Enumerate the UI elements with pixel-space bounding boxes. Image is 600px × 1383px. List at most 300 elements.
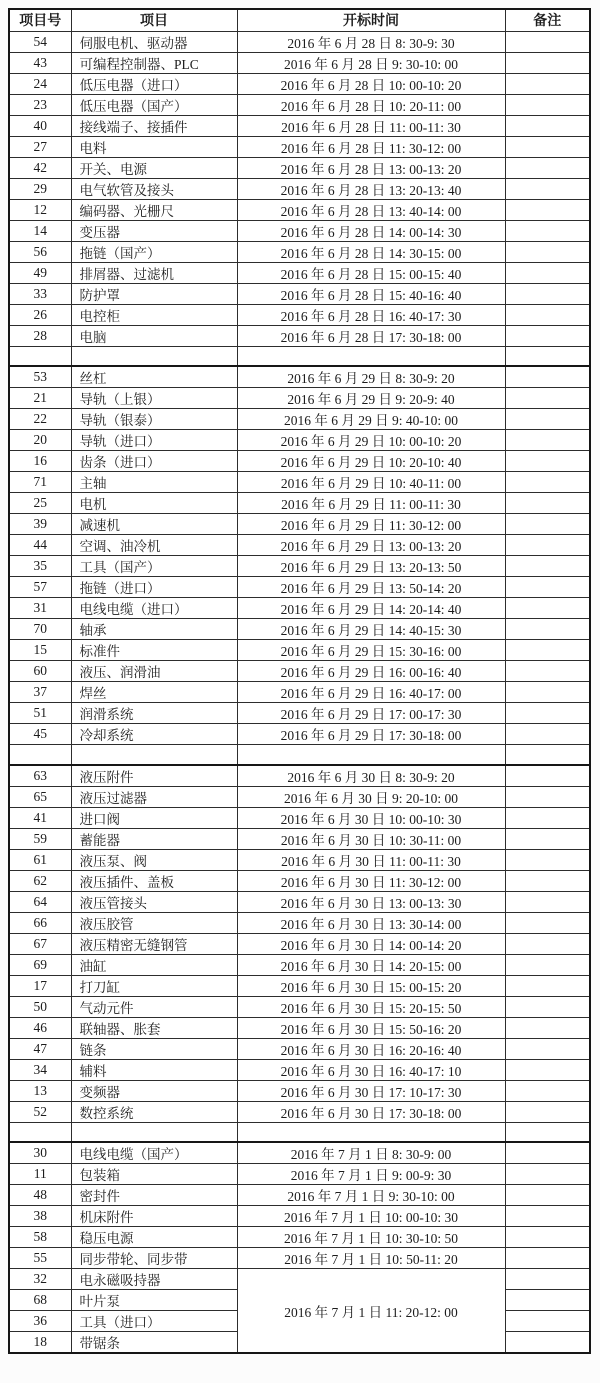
item-no-cell: 45 xyxy=(9,724,71,745)
table-row xyxy=(9,682,590,703)
spacer-row xyxy=(9,346,590,366)
item-no-cell: 54 xyxy=(9,31,71,52)
item-name-cell: 润滑系统 xyxy=(71,703,237,724)
spacer-cell xyxy=(237,346,505,366)
remark-cell xyxy=(505,1101,590,1122)
table-row xyxy=(9,996,590,1017)
item-no-cell: 71 xyxy=(9,472,71,493)
spacer-cell xyxy=(71,745,237,765)
item-name-cell: 蓄能器 xyxy=(71,828,237,849)
item-name-cell: 液压管接头 xyxy=(71,891,237,912)
spacer-cell xyxy=(71,346,237,366)
item-name-cell: 轴承 xyxy=(71,619,237,640)
table-row xyxy=(9,472,590,493)
item-name-cell: 伺服电机、驱动器 xyxy=(71,31,237,52)
item-no-cell: 12 xyxy=(9,199,71,220)
bid-time-cell: 2016 年 6 月 28 日 15: 40-16: 40 xyxy=(237,283,505,304)
bid-time-cell: 2016 年 6 月 29 日 17: 00-17: 30 xyxy=(237,703,505,724)
item-no-cell: 27 xyxy=(9,136,71,157)
item-name-cell: 丝杠 xyxy=(71,366,237,388)
spacer-cell xyxy=(71,1122,237,1142)
item-name-cell: 数控系统 xyxy=(71,1101,237,1122)
remark-cell xyxy=(505,220,590,241)
item-name-cell: 密封件 xyxy=(71,1185,237,1206)
remark-cell xyxy=(505,283,590,304)
remark-cell xyxy=(505,409,590,430)
item-no-cell: 29 xyxy=(9,178,71,199)
table-row xyxy=(9,157,590,178)
item-no-cell: 51 xyxy=(9,703,71,724)
bid-time-cell: 2016 年 6 月 30 日 10: 00-10: 30 xyxy=(237,807,505,828)
table-row xyxy=(9,724,590,745)
item-no-cell: 66 xyxy=(9,912,71,933)
remark-cell xyxy=(505,1227,590,1248)
item-no-cell: 61 xyxy=(9,849,71,870)
table-row xyxy=(9,1101,590,1122)
item-name-cell: 气动元件 xyxy=(71,996,237,1017)
table-row xyxy=(9,891,590,912)
remark-cell xyxy=(505,724,590,745)
bid-time-cell: 2016 年 6 月 30 日 15: 20-15: 50 xyxy=(237,996,505,1017)
remark-cell xyxy=(505,262,590,283)
item-name-cell: 链条 xyxy=(71,1038,237,1059)
bid-time-cell: 2016 年 7 月 1 日 10: 30-10: 50 xyxy=(237,1227,505,1248)
item-no-cell: 59 xyxy=(9,828,71,849)
remark-cell xyxy=(505,807,590,828)
item-no-cell: 67 xyxy=(9,933,71,954)
bid-time-cell: 2016 年 7 月 1 日 10: 50-11: 20 xyxy=(237,1248,505,1269)
item-no-cell: 14 xyxy=(9,220,71,241)
item-name-cell: 变频器 xyxy=(71,1080,237,1101)
table-row xyxy=(9,870,590,891)
item-no-cell: 11 xyxy=(9,1164,71,1185)
table-row xyxy=(9,262,590,283)
remark-cell xyxy=(505,1311,590,1332)
item-no-cell: 52 xyxy=(9,1101,71,1122)
table-row xyxy=(9,933,590,954)
bid-time-cell: 2016 年 6 月 28 日 10: 00-10: 20 xyxy=(237,73,505,94)
item-name-cell: 导轨（银泰） xyxy=(71,409,237,430)
table-row xyxy=(9,849,590,870)
bid-time-cell: 2016 年 6 月 29 日 10: 40-11: 00 xyxy=(237,472,505,493)
item-no-cell: 69 xyxy=(9,954,71,975)
column-header-bid-open-time: 开标时间 xyxy=(237,9,505,31)
item-no-cell: 32 xyxy=(9,1269,71,1290)
item-no-cell: 49 xyxy=(9,262,71,283)
bid-time-cell: 2016 年 6 月 28 日 14: 30-15: 00 xyxy=(237,241,505,262)
table-row xyxy=(9,1206,590,1227)
bid-time-cell: 2016 年 6 月 29 日 13: 00-13: 20 xyxy=(237,535,505,556)
remark-cell xyxy=(505,1059,590,1080)
item-name-cell: 排屑器、过滤机 xyxy=(71,262,237,283)
table-row xyxy=(9,136,590,157)
item-name-cell: 电气软管及接头 xyxy=(71,178,237,199)
remark-cell xyxy=(505,366,590,388)
bid-time-cell-merged: 2016 年 7 月 1 日 11: 20-12: 00 xyxy=(237,1269,505,1354)
item-name-cell: 拖链（进口） xyxy=(71,577,237,598)
spacer-cell xyxy=(505,346,590,366)
item-no-cell: 16 xyxy=(9,451,71,472)
remark-cell xyxy=(505,556,590,577)
item-name-cell: 接线端子、接插件 xyxy=(71,115,237,136)
remark-cell xyxy=(505,94,590,115)
item-no-cell: 62 xyxy=(9,870,71,891)
bid-time-cell: 2016 年 6 月 28 日 15: 00-15: 40 xyxy=(237,262,505,283)
bid-time-cell: 2016 年 6 月 29 日 9: 40-10: 00 xyxy=(237,409,505,430)
bid-time-cell: 2016 年 6 月 29 日 10: 20-10: 40 xyxy=(237,451,505,472)
item-name-cell: 可编程控制器、PLC xyxy=(71,52,237,73)
bid-time-cell: 2016 年 6 月 29 日 9: 20-9: 40 xyxy=(237,388,505,409)
bid-time-cell: 2016 年 6 月 29 日 8: 30-9: 20 xyxy=(237,366,505,388)
remark-cell xyxy=(505,52,590,73)
item-name-cell: 液压过滤器 xyxy=(71,786,237,807)
remark-cell xyxy=(505,598,590,619)
table-row xyxy=(9,703,590,724)
item-name-cell: 焊丝 xyxy=(71,682,237,703)
bid-time-cell: 2016 年 7 月 1 日 9: 00-9: 30 xyxy=(237,1164,505,1185)
table-row xyxy=(9,514,590,535)
item-name-cell: 液压附件 xyxy=(71,765,237,787)
table-row xyxy=(9,1080,590,1101)
table-row xyxy=(9,1185,590,1206)
item-no-cell: 22 xyxy=(9,409,71,430)
spacer-cell xyxy=(237,1122,505,1142)
item-no-cell: 64 xyxy=(9,891,71,912)
table-row xyxy=(9,1142,590,1164)
remark-cell xyxy=(505,996,590,1017)
remark-cell xyxy=(505,178,590,199)
item-name-cell: 稳压电源 xyxy=(71,1227,237,1248)
item-name-cell: 带锯条 xyxy=(71,1332,237,1354)
spacer-cell xyxy=(9,1122,71,1142)
remark-cell xyxy=(505,1164,590,1185)
item-name-cell: 电永磁吸持器 xyxy=(71,1269,237,1290)
bid-time-cell: 2016 年 6 月 28 日 14: 00-14: 30 xyxy=(237,220,505,241)
remark-cell xyxy=(505,828,590,849)
item-name-cell: 电线电缆（进口） xyxy=(71,598,237,619)
item-name-cell: 电机 xyxy=(71,493,237,514)
item-name-cell: 联轴器、胀套 xyxy=(71,1017,237,1038)
table-row xyxy=(9,115,590,136)
table-row xyxy=(9,409,590,430)
remark-cell xyxy=(505,954,590,975)
item-no-cell: 34 xyxy=(9,1059,71,1080)
bid-time-cell: 2016 年 6 月 30 日 9: 20-10: 00 xyxy=(237,786,505,807)
item-name-cell: 开关、电源 xyxy=(71,157,237,178)
item-no-cell: 33 xyxy=(9,283,71,304)
item-name-cell: 变压器 xyxy=(71,220,237,241)
bid-time-cell: 2016 年 6 月 29 日 16: 40-17: 00 xyxy=(237,682,505,703)
remark-cell xyxy=(505,514,590,535)
table-row xyxy=(9,598,590,619)
remark-cell xyxy=(505,975,590,996)
table-row xyxy=(9,640,590,661)
spacer-cell xyxy=(505,745,590,765)
remark-cell xyxy=(505,1332,590,1354)
table-row xyxy=(9,220,590,241)
bid-time-cell: 2016 年 6 月 30 日 17: 30-18: 00 xyxy=(237,1101,505,1122)
table-row xyxy=(9,73,590,94)
remark-cell xyxy=(505,786,590,807)
remark-cell xyxy=(505,535,590,556)
remark-cell xyxy=(505,912,590,933)
remark-cell xyxy=(505,388,590,409)
bid-time-cell: 2016 年 6 月 30 日 15: 00-15: 20 xyxy=(237,975,505,996)
item-name-cell: 包装箱 xyxy=(71,1164,237,1185)
table-row xyxy=(9,912,590,933)
bid-time-cell: 2016 年 6 月 28 日 13: 00-13: 20 xyxy=(237,157,505,178)
item-no-cell: 41 xyxy=(9,807,71,828)
table-row xyxy=(9,241,590,262)
bid-time-cell: 2016 年 6 月 30 日 8: 30-9: 20 xyxy=(237,765,505,787)
item-no-cell: 58 xyxy=(9,1227,71,1248)
remark-cell xyxy=(505,577,590,598)
bid-time-cell: 2016 年 7 月 1 日 10: 00-10: 30 xyxy=(237,1206,505,1227)
table-row xyxy=(9,1059,590,1080)
item-name-cell: 电线电缆（国产） xyxy=(71,1142,237,1164)
item-no-cell: 25 xyxy=(9,493,71,514)
spacer-cell xyxy=(505,1122,590,1142)
bid-time-cell: 2016 年 6 月 30 日 15: 50-16: 20 xyxy=(237,1017,505,1038)
bid-time-cell: 2016 年 6 月 30 日 13: 00-13: 30 xyxy=(237,891,505,912)
bid-time-cell: 2016 年 6 月 28 日 16: 40-17: 30 xyxy=(237,304,505,325)
remark-cell xyxy=(505,661,590,682)
column-header-item-name: 项目 xyxy=(71,9,237,31)
item-name-cell: 标准件 xyxy=(71,640,237,661)
remark-cell xyxy=(505,870,590,891)
table-row xyxy=(9,786,590,807)
bid-time-cell: 2016 年 6 月 29 日 14: 40-15: 30 xyxy=(237,619,505,640)
remark-cell xyxy=(505,472,590,493)
item-no-cell: 57 xyxy=(9,577,71,598)
item-no-cell: 44 xyxy=(9,535,71,556)
spacer-cell xyxy=(237,745,505,765)
table-row xyxy=(9,451,590,472)
item-no-cell: 30 xyxy=(9,1142,71,1164)
item-name-cell: 齿条（进口） xyxy=(71,451,237,472)
item-name-cell: 液压泵、阀 xyxy=(71,849,237,870)
item-no-cell: 31 xyxy=(9,598,71,619)
item-name-cell: 叶片泵 xyxy=(71,1290,237,1311)
column-header-remark: 备注 xyxy=(505,9,590,31)
item-name-cell: 油缸 xyxy=(71,954,237,975)
item-name-cell: 防护罩 xyxy=(71,283,237,304)
bid-time-cell: 2016 年 6 月 29 日 15: 30-16: 00 xyxy=(237,640,505,661)
item-name-cell: 冷却系统 xyxy=(71,724,237,745)
table-row xyxy=(9,661,590,682)
table-row xyxy=(9,325,590,346)
item-name-cell: 低压电器（进口） xyxy=(71,73,237,94)
remark-cell xyxy=(505,493,590,514)
item-no-cell: 55 xyxy=(9,1248,71,1269)
bid-time-cell: 2016 年 7 月 1 日 8: 30-9: 00 xyxy=(237,1142,505,1164)
bid-table-body xyxy=(9,31,590,1353)
bid-time-cell: 2016 年 6 月 29 日 11: 00-11: 30 xyxy=(237,493,505,514)
item-no-cell: 24 xyxy=(9,73,71,94)
bid-time-cell: 2016 年 6 月 29 日 10: 00-10: 20 xyxy=(237,430,505,451)
bid-time-cell: 2016 年 6 月 28 日 13: 40-14: 00 xyxy=(237,199,505,220)
remark-cell xyxy=(505,115,590,136)
table-row xyxy=(9,1227,590,1248)
table-row xyxy=(9,1038,590,1059)
bid-schedule-table xyxy=(8,8,591,1354)
item-no-cell: 40 xyxy=(9,115,71,136)
remark-cell xyxy=(505,199,590,220)
bid-time-cell: 2016 年 6 月 28 日 10: 20-11: 00 xyxy=(237,94,505,115)
item-no-cell: 50 xyxy=(9,996,71,1017)
column-header-item-no: 项目号 xyxy=(9,9,71,31)
item-no-cell: 28 xyxy=(9,325,71,346)
item-name-cell: 编码器、光栅尺 xyxy=(71,199,237,220)
remark-cell xyxy=(505,1017,590,1038)
bid-time-cell: 2016 年 6 月 29 日 13: 50-14: 20 xyxy=(237,577,505,598)
bid-time-cell: 2016 年 6 月 29 日 16: 00-16: 40 xyxy=(237,661,505,682)
bid-time-cell: 2016 年 6 月 29 日 13: 20-13: 50 xyxy=(237,556,505,577)
remark-cell xyxy=(505,1206,590,1227)
spacer-cell xyxy=(9,745,71,765)
bid-time-cell: 2016 年 6 月 30 日 14: 00-14: 20 xyxy=(237,933,505,954)
table-row xyxy=(9,765,590,787)
bid-time-cell: 2016 年 6 月 29 日 17: 30-18: 00 xyxy=(237,724,505,745)
item-name-cell: 液压、润滑油 xyxy=(71,661,237,682)
remark-cell xyxy=(505,849,590,870)
table-row xyxy=(9,556,590,577)
bid-time-cell: 2016 年 6 月 30 日 14: 20-15: 00 xyxy=(237,954,505,975)
remark-cell xyxy=(505,1185,590,1206)
bid-time-cell: 2016 年 6 月 28 日 8: 30-9: 30 xyxy=(237,31,505,52)
table-row xyxy=(9,199,590,220)
item-no-cell: 70 xyxy=(9,619,71,640)
table-row xyxy=(9,828,590,849)
remark-cell xyxy=(505,430,590,451)
item-no-cell: 63 xyxy=(9,765,71,787)
table-row xyxy=(9,577,590,598)
bid-time-cell: 2016 年 6 月 30 日 17: 10-17: 30 xyxy=(237,1080,505,1101)
table-row xyxy=(9,807,590,828)
bid-time-cell: 2016 年 6 月 30 日 16: 20-16: 40 xyxy=(237,1038,505,1059)
table-row xyxy=(9,493,590,514)
remark-cell xyxy=(505,241,590,262)
table-row xyxy=(9,1269,590,1290)
table-row xyxy=(9,619,590,640)
bid-time-cell: 2016 年 6 月 30 日 13: 30-14: 00 xyxy=(237,912,505,933)
item-name-cell: 减速机 xyxy=(71,514,237,535)
item-no-cell: 56 xyxy=(9,241,71,262)
remark-cell xyxy=(505,765,590,787)
bid-time-cell: 2016 年 6 月 30 日 10: 30-11: 00 xyxy=(237,828,505,849)
item-name-cell: 打刀缸 xyxy=(71,975,237,996)
remark-cell xyxy=(505,682,590,703)
table-row xyxy=(9,1248,590,1269)
table-row xyxy=(9,535,590,556)
spacer-row xyxy=(9,1122,590,1142)
header-row xyxy=(9,9,590,31)
item-no-cell: 39 xyxy=(9,514,71,535)
item-no-cell: 48 xyxy=(9,1185,71,1206)
remark-cell xyxy=(505,325,590,346)
table-row xyxy=(9,283,590,304)
remark-cell xyxy=(505,451,590,472)
item-no-cell: 18 xyxy=(9,1332,71,1354)
remark-cell xyxy=(505,640,590,661)
bid-time-cell: 2016 年 6 月 30 日 11: 30-12: 00 xyxy=(237,870,505,891)
item-name-cell: 电脑 xyxy=(71,325,237,346)
table-row xyxy=(9,1164,590,1185)
table-row xyxy=(9,52,590,73)
item-name-cell: 导轨（进口） xyxy=(71,430,237,451)
bid-time-cell: 2016 年 6 月 30 日 11: 00-11: 30 xyxy=(237,849,505,870)
bid-time-cell: 2016 年 6 月 28 日 11: 30-12: 00 xyxy=(237,136,505,157)
item-no-cell: 23 xyxy=(9,94,71,115)
bid-time-cell: 2016 年 6 月 30 日 16: 40-17: 10 xyxy=(237,1059,505,1080)
table-row xyxy=(9,388,590,409)
item-name-cell: 拖链（国产） xyxy=(71,241,237,262)
table-row xyxy=(9,366,590,388)
item-name-cell: 空调、油冷机 xyxy=(71,535,237,556)
table-row xyxy=(9,954,590,975)
item-name-cell: 液压胶管 xyxy=(71,912,237,933)
table-header xyxy=(9,9,590,31)
item-name-cell: 液压插件、盖板 xyxy=(71,870,237,891)
item-no-cell: 53 xyxy=(9,366,71,388)
item-name-cell: 辅料 xyxy=(71,1059,237,1080)
item-name-cell: 主轴 xyxy=(71,472,237,493)
item-name-cell: 同步带轮、同步带 xyxy=(71,1248,237,1269)
remark-cell xyxy=(505,73,590,94)
table-row xyxy=(9,178,590,199)
remark-cell xyxy=(505,703,590,724)
remark-cell xyxy=(505,1269,590,1290)
item-no-cell: 36 xyxy=(9,1311,71,1332)
item-name-cell: 机床附件 xyxy=(71,1206,237,1227)
item-no-cell: 60 xyxy=(9,661,71,682)
item-no-cell: 13 xyxy=(9,1080,71,1101)
item-no-cell: 43 xyxy=(9,52,71,73)
item-name-cell: 液压精密无缝钢管 xyxy=(71,933,237,954)
item-no-cell: 46 xyxy=(9,1017,71,1038)
remark-cell xyxy=(505,1080,590,1101)
bid-time-cell: 2016 年 7 月 1 日 9: 30-10: 00 xyxy=(237,1185,505,1206)
table-row xyxy=(9,94,590,115)
item-no-cell: 65 xyxy=(9,786,71,807)
item-no-cell: 68 xyxy=(9,1290,71,1311)
remark-cell xyxy=(505,1248,590,1269)
remark-cell xyxy=(505,1038,590,1059)
remark-cell xyxy=(505,1290,590,1311)
item-name-cell: 低压电器（国产） xyxy=(71,94,237,115)
item-no-cell: 35 xyxy=(9,556,71,577)
item-no-cell: 38 xyxy=(9,1206,71,1227)
bid-time-cell: 2016 年 6 月 29 日 11: 30-12: 00 xyxy=(237,514,505,535)
bid-time-cell: 2016 年 6 月 29 日 14: 20-14: 40 xyxy=(237,598,505,619)
remark-cell xyxy=(505,619,590,640)
bid-time-cell: 2016 年 6 月 28 日 11: 00-11: 30 xyxy=(237,115,505,136)
remark-cell xyxy=(505,136,590,157)
item-name-cell: 电料 xyxy=(71,136,237,157)
remark-cell xyxy=(505,304,590,325)
table-row xyxy=(9,430,590,451)
item-no-cell: 21 xyxy=(9,388,71,409)
item-no-cell: 17 xyxy=(9,975,71,996)
item-no-cell: 42 xyxy=(9,157,71,178)
spacer-cell xyxy=(9,346,71,366)
remark-cell xyxy=(505,157,590,178)
remark-cell xyxy=(505,891,590,912)
table-row xyxy=(9,1017,590,1038)
item-no-cell: 26 xyxy=(9,304,71,325)
bid-time-cell: 2016 年 6 月 28 日 13: 20-13: 40 xyxy=(237,178,505,199)
item-no-cell: 37 xyxy=(9,682,71,703)
